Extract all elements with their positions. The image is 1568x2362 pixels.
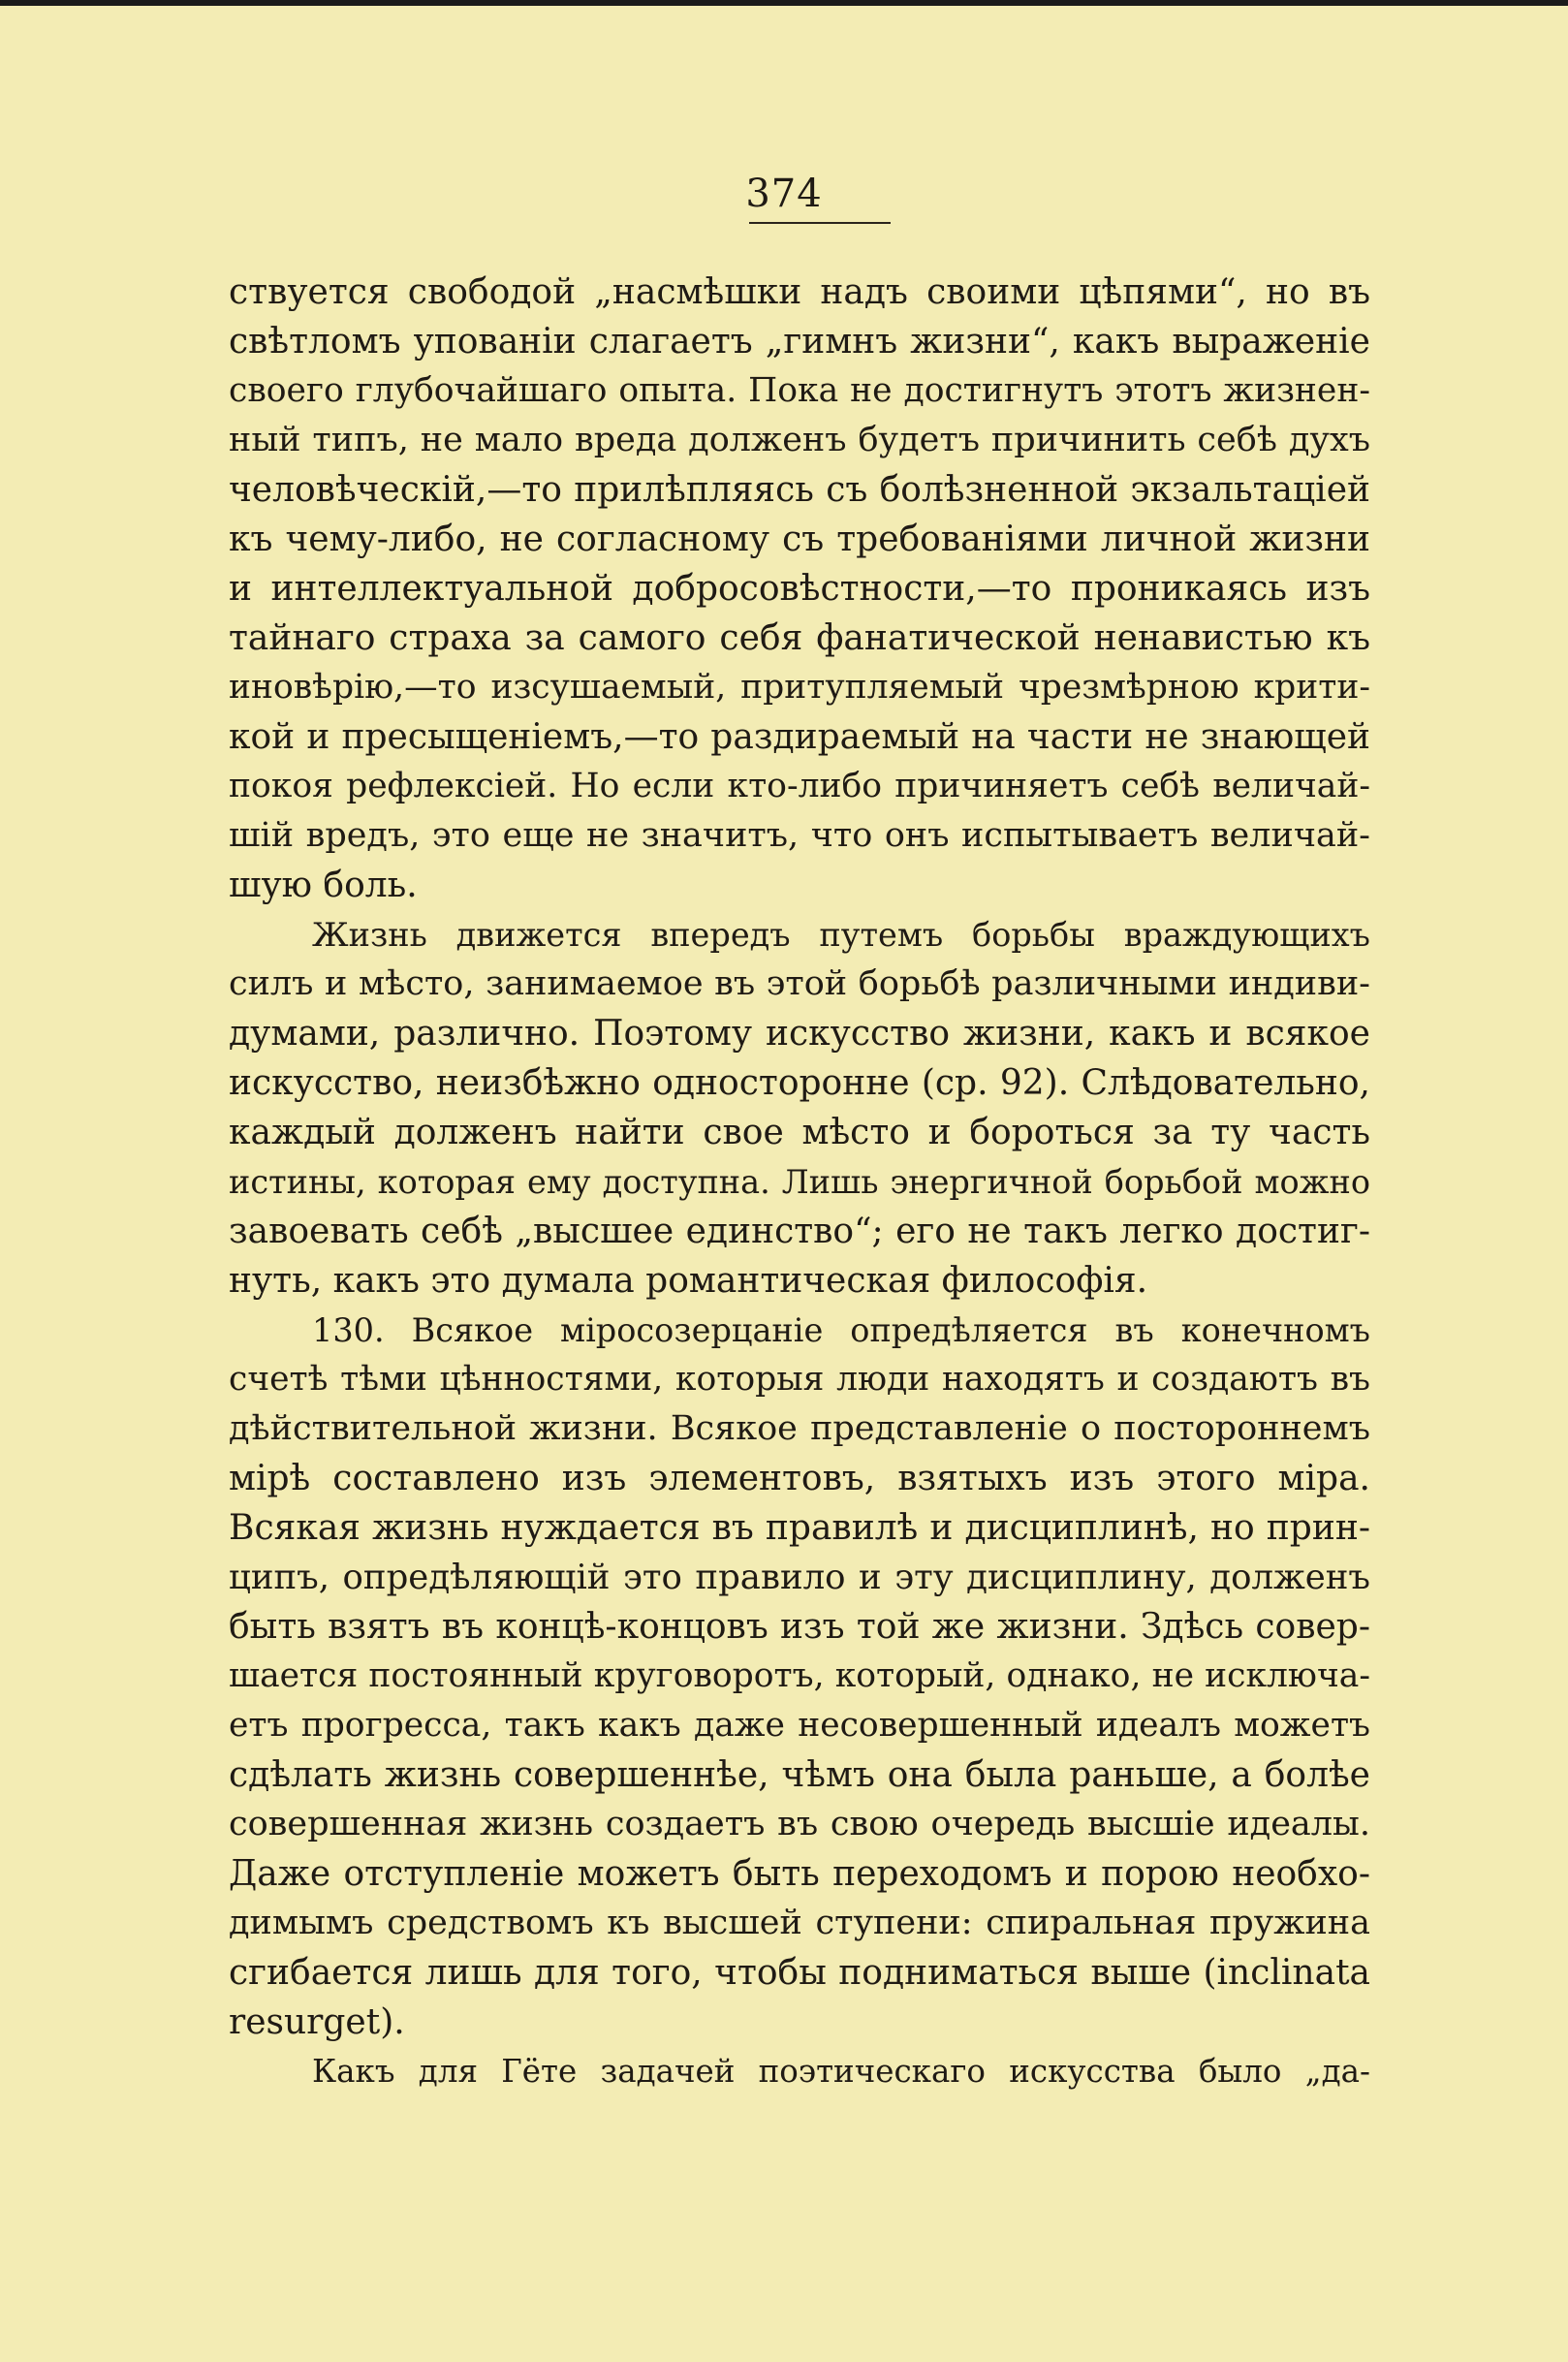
text-line: шается постоянный круговоротъ, который, однако, не исключа-: [229, 1656, 1370, 1695]
page-number: 374: [745, 172, 823, 216]
text-line: кой и пресыщеніемъ,—то раздираемый на части не знающей: [229, 717, 1370, 757]
text-line: шую боль.: [229, 866, 418, 905]
text-line: дѣйствительной жизни. Всякое представленіе о постороннемъ: [229, 1409, 1370, 1448]
text-line: быть взятъ въ концѣ-концовъ изъ той же жизни. Здѣсь совер-: [229, 1607, 1370, 1647]
paragraph: [229, 910, 1370, 1306]
text-line: тайнаго страха за самого себя фанатической ненавистью къ: [229, 618, 1370, 658]
text-line: ствуется свободой „насмѣшки надъ своими цѣпями“, но въ: [229, 272, 1370, 312]
text-line: мірѣ составлено изъ элементовъ, взятыхъ изъ этого міра.: [229, 1459, 1370, 1498]
text-line: совершенная жизнь создаетъ въ свою очередь высшіе идеалы.: [229, 1805, 1370, 1843]
paragraph: [229, 1306, 1370, 2047]
text-line: счетѣ тѣми цѣнностями, которыя люди находятъ и создаютъ въ: [229, 1360, 1370, 1399]
text-line: къ чему-либо, не согласному съ требованіями личной жизни: [229, 520, 1370, 559]
body-text: [229, 268, 1370, 2096]
text-line: иновѣрію,—то изсушаемый, притупляемый чрезмѣрною крити-: [229, 668, 1370, 707]
paragraph: [229, 2047, 1370, 2096]
text-line: думами, различно. Поэтому искусство жизни, какъ и всякое: [229, 1014, 1370, 1054]
text-line: етъ прогресса, такъ какъ даже несовершенный идеалъ можетъ: [229, 1706, 1370, 1745]
text-line: силъ и мѣсто, занимаемое въ этой борьбѣ различными индиви-: [229, 964, 1370, 1003]
text-line: ципъ, опредѣляющій это правило и эту дисциплину, долженъ: [229, 1558, 1370, 1597]
text-line: resurget).: [229, 2002, 405, 2042]
text-line: истины, которая ему доступна. Лишь энергичной борьбой можно: [229, 1163, 1370, 1201]
text-line: Жизнь движется впередъ путемъ борьбы враждующихъ: [312, 916, 1370, 954]
scan-top-edge: [0, 0, 1568, 6]
text-line: 130. Всякое міросозерцаніе опредѣляется въ конечномъ: [312, 1311, 1370, 1349]
text-line: сгибается лишь для того, чтобы подниматься выше (inclinata: [229, 1953, 1370, 1993]
text-line: человѣческій,—то прилѣпляясь съ болѣзненной экзальтаціей: [229, 470, 1370, 510]
text-line: покоя рефлексіей. Но если кто-либо причиняетъ себѣ величай-: [229, 767, 1370, 805]
text-line: шій вредъ, это еще не значитъ, что онъ испытываетъ величай-: [229, 816, 1370, 855]
text-line: завоевать себѣ „высшее единство“; его не такъ легко достиг-: [229, 1212, 1370, 1251]
paragraph: [229, 268, 1370, 910]
text-line: ный типъ, не мало вреда долженъ будетъ причинить себѣ духъ: [229, 421, 1370, 459]
text-line: каждый долженъ найти свое мѣсто и бороться за ту часть: [229, 1113, 1370, 1152]
text-line: своего глубочайшаго опыта. Пока не достигнутъ этотъ жизнен-: [229, 371, 1370, 410]
text-line: Всякая жизнь нуждается въ правилѣ и дисциплинѣ, но прин-: [229, 1508, 1370, 1548]
text-line: и интеллектуальной добросовѣстности,—то проникаясь изъ: [229, 569, 1370, 609]
text-line: свѣтломъ упованіи слагаетъ „гимнъ жизни“, какъ выраженіе: [229, 322, 1370, 362]
text-line: сдѣлать жизнь совершеннѣе, чѣмъ она была раньше, а болѣе: [229, 1755, 1370, 1795]
text-line: нуть, какъ это думала романтическая философія.: [229, 1261, 1148, 1301]
text-line: димымъ средствомъ къ высшей ступени: спиральная пружина: [229, 1904, 1370, 1942]
text-line: искусство, неизбѣжно односторонне (ср. 92). Слѣдовательно,: [229, 1063, 1370, 1103]
text-line: Даже отступленіе можетъ быть переходомъ и порою необхо-: [229, 1854, 1370, 1894]
text-line: Какъ для Гёте задачей поэтическаго искусства было „да-: [312, 2053, 1370, 2090]
page-number-rule: [749, 222, 891, 224]
